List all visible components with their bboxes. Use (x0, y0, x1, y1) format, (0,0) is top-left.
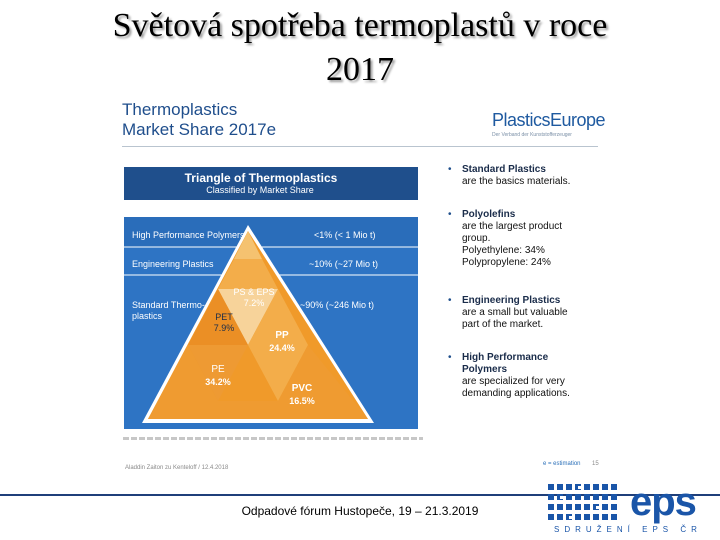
logo-tagline: Der Verband der Kunststofferzeuger (492, 132, 572, 138)
band-share-engineering: ~10% (~27 Mio t) (309, 259, 379, 269)
segment-label-pp: PP (275, 330, 289, 341)
band-share-high-performance: <1% (< 1 Mio t) (314, 230, 376, 240)
thermoplastics-pyramid (124, 217, 420, 429)
document-title (122, 100, 276, 140)
bullet-text: are specialized for very (462, 376, 565, 387)
bullet-text: demanding applications. (462, 388, 570, 399)
bullet-heading: High Performance (462, 352, 549, 363)
bullet-text: are the largest product (462, 221, 563, 232)
segment-value-ps-eps: 7.2% (243, 298, 265, 308)
logo-wordmark: PlasticsEurope (492, 110, 606, 130)
plasticseurope-logo (492, 110, 605, 138)
band-share-standard: ~90% (~246 Mio t) (300, 300, 375, 310)
segment-value-pet: 7.9% (213, 323, 235, 333)
segment-value-pe: 34.2% (205, 377, 231, 387)
triangle-header-title: Triangle of Thermoplastics (184, 171, 338, 185)
bullet-text: part of the market. (462, 319, 544, 330)
segment-label-pvc: PVC (291, 383, 313, 394)
bullet-dot-icon: • (448, 164, 452, 175)
bullet-polyolefins (448, 209, 608, 269)
band-label-standard-line1: Standard Thermo- (132, 300, 205, 310)
page-number: 15 (592, 461, 599, 467)
eps-wordmark: eps (630, 480, 696, 524)
bullet-engineering-plastics (448, 295, 608, 331)
segment-label-ps-eps: PS & EPS (233, 287, 275, 297)
slide-title (0, 4, 720, 92)
bullet-heading: Engineering Plastics (462, 295, 561, 306)
band-label-standard-line2: plastics (132, 311, 163, 321)
segment-value-pvc: 16.5% (289, 396, 315, 406)
bullet-dot-icon: • (448, 209, 452, 220)
footer-text: Odpadové fórum Hustopeče, 19 – 21.3.2019 (241, 504, 479, 518)
bullet-dot-icon: • (448, 352, 452, 363)
bullet-text: Polyethylene: 34% (462, 245, 545, 256)
bullet-text: group. (462, 233, 491, 244)
header-divider (122, 146, 598, 147)
document-title-line2: Market Share 2017e (122, 120, 277, 139)
band-label-engineering: Engineering Plastics (132, 259, 214, 269)
band-label-high-performance: High Performance Polymers (132, 230, 245, 240)
triangle-header (124, 167, 418, 200)
bullet-high-performance (448, 352, 608, 400)
document-title-line1: Thermoplastics (122, 100, 238, 119)
source-note (123, 437, 423, 440)
slide-title-line1: Světová spotřeba termoplastů v roce (112, 7, 608, 44)
eps-dot-grid-icon (548, 484, 622, 520)
bullet-text: are a small but valuable (462, 307, 568, 318)
bullet-heading: Standard Plastics (462, 164, 546, 175)
bullet-text: are the basics materials. (462, 176, 571, 187)
bullet-standard-plastics (448, 164, 608, 188)
author-line: Aladdin Zaiton zu Kenteloff / 12.4.2018 (125, 465, 229, 471)
segment-value-pp: 24.4% (269, 343, 295, 353)
eps-subtitle: SDRUŽENÍ EPS ČR (554, 525, 702, 534)
bullet-heading: Polyolefins (462, 209, 516, 220)
triangle-header-subtitle: Classified by Market Share (206, 185, 314, 195)
slide-title-line2: 2017 (326, 51, 394, 88)
bullet-text: Polypropylene: 24% (462, 257, 551, 268)
segment-label-pet: PET (215, 312, 233, 322)
estimation-note: e = estimation (543, 461, 581, 467)
segment-label-pe: PE (211, 364, 225, 375)
bullet-dot-icon: • (448, 295, 452, 306)
bullet-heading-line2: Polymers (462, 364, 508, 375)
eps-logo (548, 480, 718, 538)
